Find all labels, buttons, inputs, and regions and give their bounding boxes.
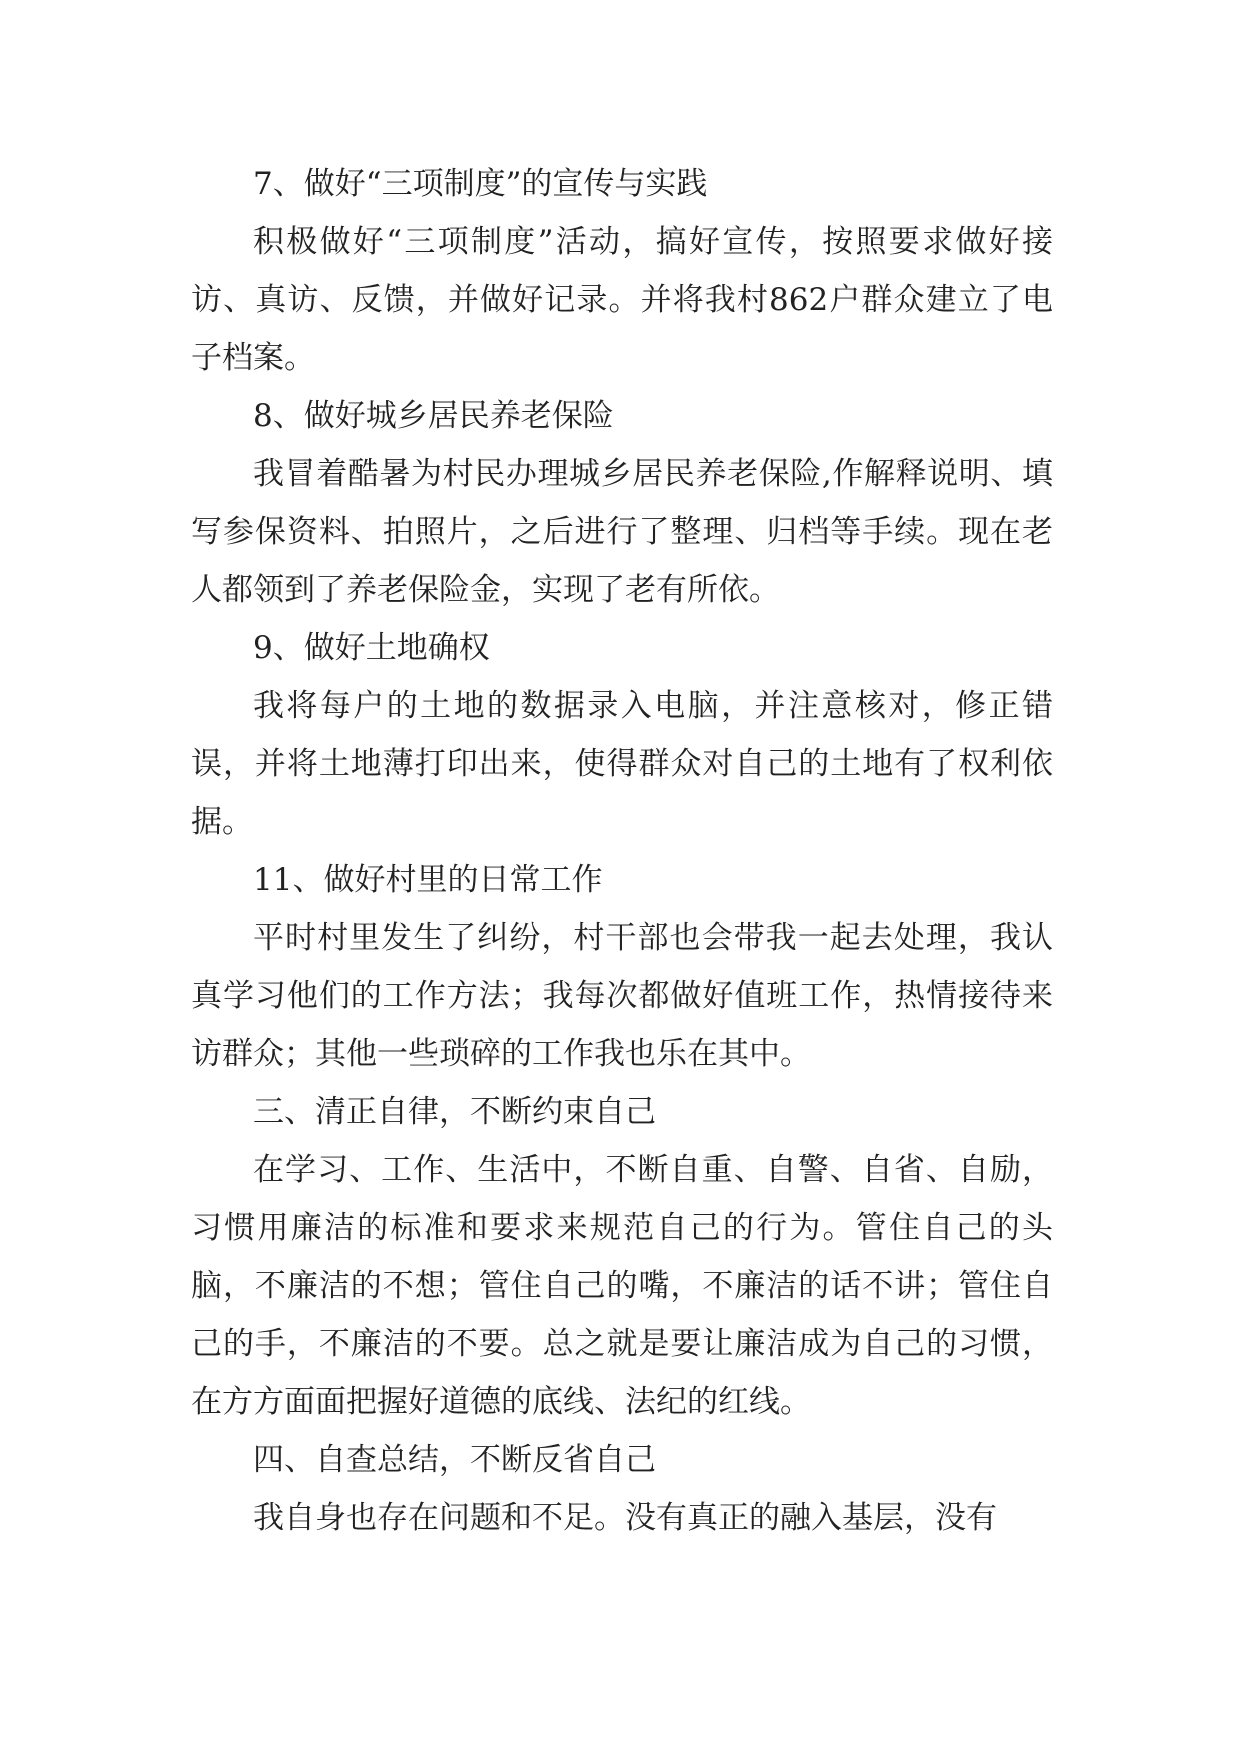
section-heading-7: 7、做好“三项制度”的宣传与实践	[253, 166, 708, 202]
paragraph-self-review: 我自身也存在问题和不足。没有真正的融入基层，没有	[253, 1500, 997, 1536]
section-heading-11: 11、做好村里的日常工作	[253, 862, 603, 898]
section-heading-four: 四、自查总结，不断反省自己	[253, 1442, 656, 1478]
paragraph-pension-insurance: 我冒着酷暑为村民办理城乡居民养老保险,作解释说明、填写参保资料、拍照片，之后进行了整理、归档等手续。现在老人都领到了养老保险金，实现了老有所依。	[191, 456, 1053, 608]
section-heading-8: 8、做好城乡居民养老保险	[253, 398, 614, 434]
document-body	[191, 155, 1053, 1547]
paragraph-self-discipline: 在学习、工作、生活中，不断自重、自警、自省、自励，习惯用廉洁的标准和要求来规范自己的行为。管住自己的头脑，不廉洁的不想；管住自己的嘴，不廉洁的话不讲；管住自己的手，不廉洁的不要。总之就是要让廉洁成为自己的习惯，在方方面面把握好道德的底线、法纪的红线。	[191, 1152, 1053, 1420]
section-heading-three: 三、清正自律，不断约束自己	[253, 1094, 656, 1130]
section-heading-9: 9、做好土地确权	[253, 630, 490, 666]
paragraph-daily-work: 平时村里发生了纠纷，村干部也会带我一起去处理，我认真学习他们的工作方法；我每次都做好值班工作，热情接待来访群众；其他一些琐碎的工作我也乐在其中。	[191, 920, 1053, 1072]
paragraph-land-rights: 我将每户的土地的数据录入电脑，并注意核对，修正错误，并将土地薄打印出来，使得群众对自己的土地有了权利依据。	[191, 688, 1053, 840]
paragraph-three-systems: 积极做好“三项制度”活动，搞好宣传，按照要求做好接访、真访、反馈，并做好记录。并将我村862户群众建立了电子档案。	[191, 224, 1053, 376]
